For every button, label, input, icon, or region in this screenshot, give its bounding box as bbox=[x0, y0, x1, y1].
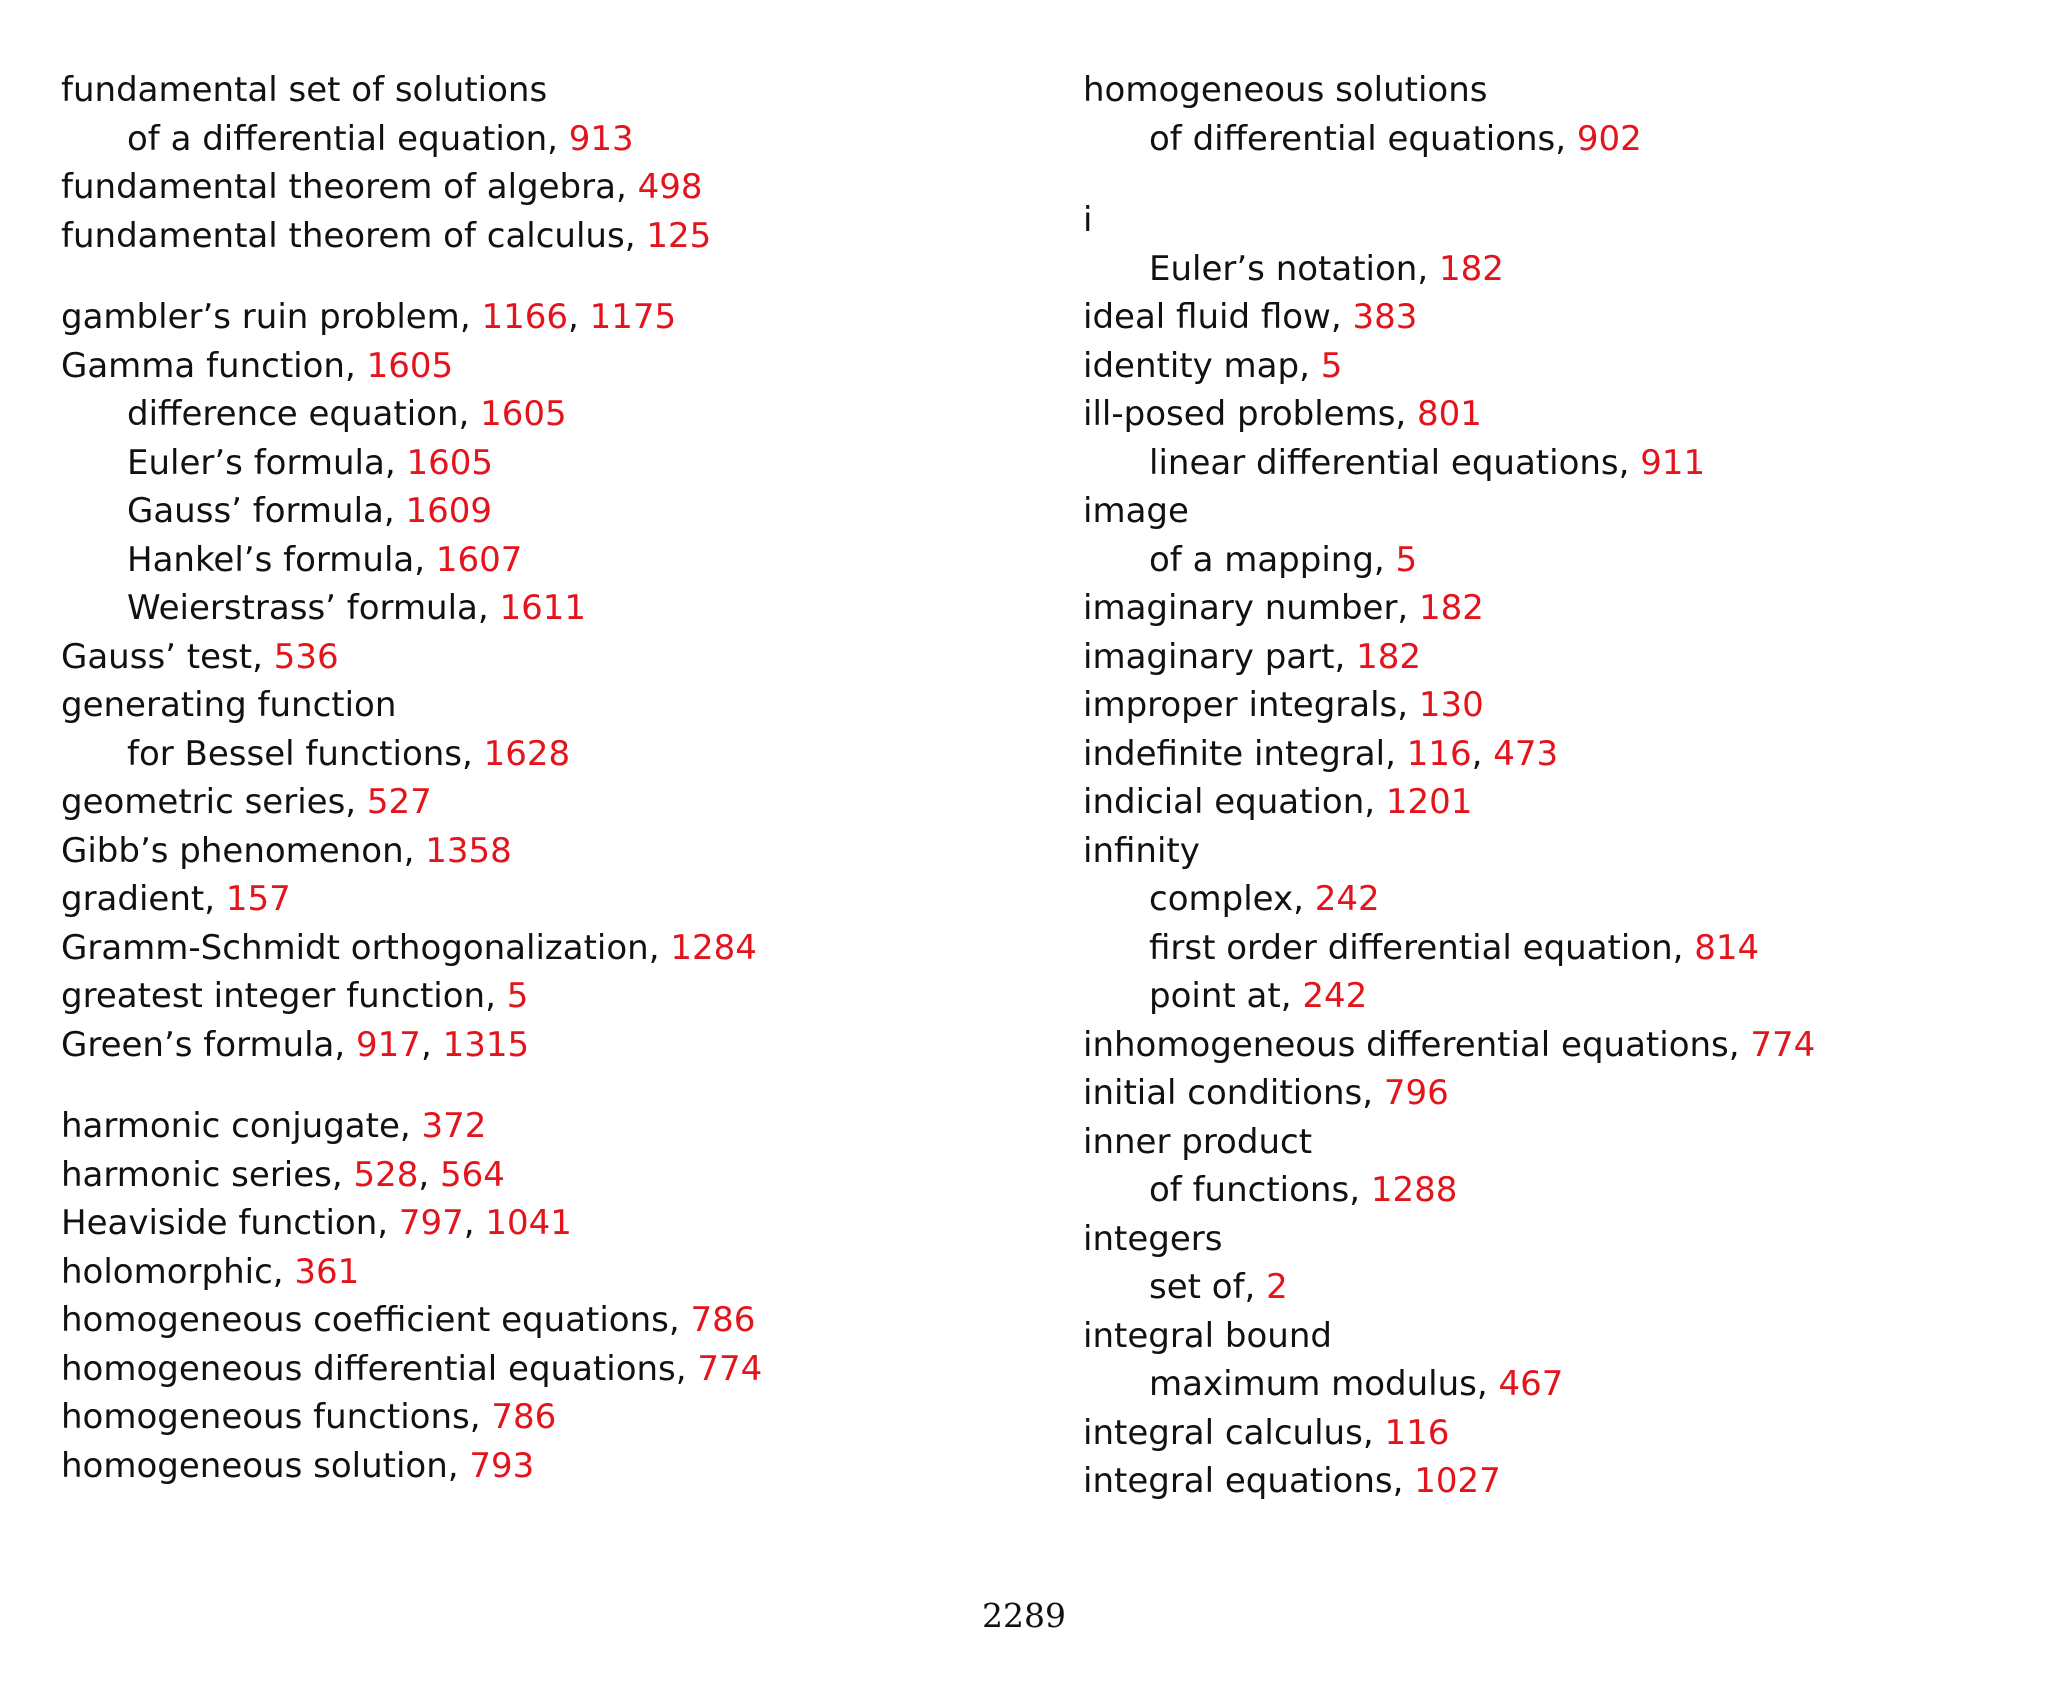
index-term: infinity bbox=[1083, 830, 1200, 871]
index-subentry: Hankel’s formula, 1607 bbox=[127, 539, 523, 580]
index-entry bbox=[1083, 196, 2023, 245]
page-reference-link[interactable]: 774 bbox=[697, 1348, 763, 1389]
index-entry: indicial equation, 1201 bbox=[1083, 782, 1473, 822]
page-reference-link[interactable]: 1175 bbox=[589, 297, 677, 337]
page-reference-link[interactable]: 1609 bbox=[405, 491, 493, 531]
index-entry: identity map, 5 bbox=[1083, 345, 1343, 386]
index-column-left bbox=[61, 66, 1021, 1490]
index-entry: ideal fluid flow, 383 bbox=[1083, 297, 1418, 337]
page-reference-link[interactable]: 1605 bbox=[406, 442, 493, 483]
index-subentry: first order differential equation, 814 bbox=[1149, 927, 1760, 968]
index-term: fundamental theorem of calculus bbox=[61, 215, 625, 256]
page-reference-link[interactable]: 5 bbox=[1320, 345, 1343, 386]
index-term: ideal fluid flow bbox=[1083, 297, 1331, 337]
index-entry: gambler’s ruin problem, 1166, 1175 bbox=[61, 297, 677, 337]
index-term: geometric series bbox=[61, 782, 346, 822]
page-reference-link[interactable]: 182 bbox=[1438, 248, 1504, 289]
index-term: indefinite integral bbox=[1083, 733, 1386, 774]
index-term: Gamma function bbox=[61, 345, 345, 386]
page-reference-link[interactable]: 1605 bbox=[366, 345, 454, 386]
page-reference-link[interactable]: 564 bbox=[440, 1154, 505, 1195]
index-subentry: for Bessel functions, 1628 bbox=[127, 733, 571, 774]
index-entry bbox=[1083, 827, 2023, 876]
index-entry bbox=[1083, 66, 2023, 115]
index-subentry: Gauss’ formula, 1609 bbox=[127, 491, 493, 531]
index-entry: Gamma function, 1605 bbox=[61, 345, 454, 386]
page-reference-link[interactable]: 528 bbox=[353, 1154, 419, 1195]
index-subentry: of functions, 1288 bbox=[1149, 1170, 1458, 1210]
page-reference-link[interactable]: 913 bbox=[568, 118, 634, 159]
index-term: maximum modulus bbox=[1149, 1364, 1477, 1404]
index-subentry: complex, 242 bbox=[1149, 879, 1380, 919]
page-reference-link[interactable]: 1358 bbox=[425, 830, 512, 871]
page-reference-link[interactable]: 182 bbox=[1419, 588, 1484, 628]
index-entry: fundamental theorem of algebra, 498 bbox=[61, 167, 703, 207]
index-entry: holomorphic, 361 bbox=[61, 1251, 360, 1292]
index-term: homogeneous functions bbox=[61, 1397, 470, 1437]
page-reference-link[interactable]: 5 bbox=[506, 976, 529, 1016]
page-reference-link[interactable]: 498 bbox=[637, 167, 703, 207]
index-term: inner product bbox=[1083, 1121, 1313, 1162]
index-entry bbox=[1083, 1118, 2023, 1167]
page-reference-link[interactable]: 125 bbox=[646, 215, 712, 256]
index-term: Green’s formula bbox=[61, 1024, 335, 1065]
index-term: Gibb’s phenomenon bbox=[61, 830, 404, 871]
page-reference-link[interactable]: 1605 bbox=[480, 394, 567, 434]
index-term: harmonic series bbox=[61, 1154, 332, 1195]
page-reference-link[interactable]: 1166 bbox=[481, 297, 568, 337]
index-subentry: Euler’s formula, 1605 bbox=[127, 442, 493, 483]
index-term: Heaviside function bbox=[61, 1203, 378, 1243]
index-entry bbox=[61, 66, 1021, 115]
page-reference-link[interactable]: 1201 bbox=[1385, 782, 1473, 822]
index-entry: gradient, 157 bbox=[61, 879, 291, 919]
page-reference-link[interactable]: 182 bbox=[1356, 636, 1421, 677]
index-entry: integral equations, 1027 bbox=[1083, 1461, 1501, 1501]
index-subentry: of a mapping, 5 bbox=[1149, 539, 1418, 580]
index-term: first order differential equation bbox=[1149, 927, 1673, 968]
index-entry: initial conditions, 796 bbox=[1083, 1073, 1449, 1113]
page-reference-link[interactable]: 536 bbox=[273, 636, 339, 677]
page-reference-link[interactable]: 796 bbox=[1383, 1073, 1449, 1113]
index-term: Hankel’s formula bbox=[127, 539, 415, 580]
page-reference-link[interactable]: 786 bbox=[491, 1397, 557, 1437]
index-term: difference equation bbox=[127, 394, 459, 434]
index-term: homogeneous solutions bbox=[1083, 70, 1488, 110]
page-reference-link[interactable]: 361 bbox=[294, 1251, 360, 1292]
index-subentry: set of, 2 bbox=[1149, 1267, 1288, 1307]
index-term: ill-posed problems bbox=[1083, 394, 1396, 434]
index-entry: homogeneous differential equations, 774 bbox=[61, 1348, 763, 1389]
index-term: gambler’s ruin problem bbox=[61, 297, 460, 337]
page-reference-link[interactable]: 473 bbox=[1493, 733, 1559, 774]
index-entry bbox=[1083, 487, 2023, 536]
index-term: inhomogeneous differential equations bbox=[1083, 1024, 1729, 1065]
page-reference-link[interactable]: 242 bbox=[1302, 976, 1368, 1016]
index-term: initial conditions bbox=[1083, 1073, 1363, 1113]
index-term: of differential equations bbox=[1149, 118, 1556, 159]
page-reference-link[interactable]: 1288 bbox=[1370, 1170, 1458, 1210]
page-number: 2289 bbox=[982, 1596, 1066, 1635]
index-term: indicial equation bbox=[1083, 782, 1365, 822]
page-reference-link[interactable]: 527 bbox=[366, 782, 432, 822]
page-reference-link[interactable]: 917 bbox=[356, 1024, 421, 1065]
page-reference-link[interactable]: 1611 bbox=[499, 588, 587, 628]
index-term: of a differential equation bbox=[127, 118, 548, 159]
page-reference-link[interactable]: 372 bbox=[421, 1106, 487, 1146]
index-entry: Heaviside function, 797, 1041 bbox=[61, 1203, 572, 1243]
index-subentry: difference equation, 1605 bbox=[127, 394, 567, 434]
index-subentry: of a differential equation, 913 bbox=[127, 118, 634, 159]
index-entry: geometric series, 527 bbox=[61, 782, 432, 822]
page-reference-link[interactable]: 793 bbox=[469, 1445, 535, 1486]
index-entry: imaginary part, 182 bbox=[1083, 636, 1421, 677]
page-reference-link[interactable]: 786 bbox=[690, 1300, 756, 1340]
page-reference-link[interactable]: 774 bbox=[1750, 1024, 1816, 1065]
index-subentry: linear differential equations, 911 bbox=[1149, 442, 1706, 483]
index-term: fundamental theorem of algebra bbox=[61, 167, 616, 207]
index-column-right bbox=[1083, 66, 2023, 1506]
index-entry: ill-posed problems, 801 bbox=[1083, 394, 1482, 434]
index-entry: Gauss’ test, 536 bbox=[61, 636, 339, 677]
page-reference-link[interactable]: 1607 bbox=[435, 539, 523, 580]
page-reference-link[interactable]: 116 bbox=[1406, 733, 1472, 774]
index-entry: integral calculus, 116 bbox=[1083, 1412, 1450, 1453]
index-entry: fundamental theorem of calculus, 125 bbox=[61, 215, 712, 256]
index-term: integers bbox=[1083, 1218, 1223, 1259]
index-entry: Gibb’s phenomenon, 1358 bbox=[61, 830, 512, 871]
index-term: Gramm-Schmidt orthogonalization bbox=[61, 927, 649, 968]
index-entry: Gramm-Schmidt orthogonalization, 1284 bbox=[61, 927, 757, 968]
index-term: complex bbox=[1149, 879, 1294, 919]
index-subentry: of differential equations, 902 bbox=[1149, 118, 1642, 159]
index-term: of a mapping bbox=[1149, 539, 1374, 580]
index-term: i bbox=[1083, 200, 1093, 240]
index-term: gradient bbox=[61, 879, 205, 919]
index-entry bbox=[61, 681, 1021, 730]
index-term: generating function bbox=[61, 685, 397, 725]
index-term: imaginary part bbox=[1083, 636, 1335, 677]
index-term: Weierstrass’ formula bbox=[127, 588, 478, 628]
page-reference-link[interactable]: 157 bbox=[225, 879, 291, 919]
index-entry: harmonic series, 528, 564 bbox=[61, 1154, 505, 1195]
index-term: imaginary number bbox=[1083, 588, 1398, 628]
page-reference-link[interactable]: 797 bbox=[398, 1203, 464, 1243]
index-term: homogeneous differential equations bbox=[61, 1348, 676, 1389]
index-entry: imaginary number, 182 bbox=[1083, 588, 1484, 628]
index-term: set of bbox=[1149, 1267, 1245, 1307]
index-entry: harmonic conjugate, 372 bbox=[61, 1106, 487, 1146]
page-reference-link[interactable]: 1628 bbox=[483, 733, 571, 774]
page-reference-link[interactable]: 467 bbox=[1498, 1364, 1564, 1404]
index-term: homogeneous coefficient equations bbox=[61, 1300, 669, 1340]
index-term: greatest integer function bbox=[61, 976, 486, 1016]
index-term: fundamental set of solutions bbox=[61, 70, 548, 110]
page-reference-link[interactable]: 5 bbox=[1395, 539, 1418, 580]
page-reference-link[interactable]: 383 bbox=[1352, 297, 1418, 337]
page-reference-link[interactable]: 1041 bbox=[485, 1203, 572, 1243]
index-entry bbox=[1083, 1215, 2023, 1264]
index-term: harmonic conjugate bbox=[61, 1106, 400, 1146]
index-term: integral bound bbox=[1083, 1315, 1332, 1356]
index-term: point at bbox=[1149, 976, 1281, 1016]
page-reference-link[interactable]: 1315 bbox=[442, 1024, 530, 1065]
page-reference-link[interactable]: 242 bbox=[1314, 879, 1380, 919]
index-term: integral equations bbox=[1083, 1461, 1393, 1501]
index-term: linear differential equations bbox=[1149, 442, 1619, 483]
index-entry: inhomogeneous differential equations, 774 bbox=[1083, 1024, 1816, 1065]
index-subentry: point at, 242 bbox=[1149, 976, 1368, 1016]
index-term: of functions bbox=[1149, 1170, 1350, 1210]
page-reference-link[interactable]: 902 bbox=[1576, 118, 1642, 159]
index-term: Euler’s formula bbox=[127, 442, 385, 483]
page-reference-link[interactable]: 801 bbox=[1417, 394, 1482, 434]
index-term: for Bessel functions bbox=[127, 733, 463, 774]
page-reference-link[interactable]: 130 bbox=[1418, 685, 1484, 725]
index-term: Gauss’ formula bbox=[127, 491, 384, 531]
index-entry: homogeneous functions, 786 bbox=[61, 1397, 557, 1437]
index-term: Euler’s notation bbox=[1149, 248, 1418, 289]
index-term: Gauss’ test bbox=[61, 636, 253, 677]
index-term: holomorphic bbox=[61, 1251, 273, 1292]
index-term: homogeneous solution bbox=[61, 1445, 448, 1486]
page-reference-link[interactable]: 2 bbox=[1266, 1267, 1288, 1307]
index-entry: homogeneous coefficient equations, 786 bbox=[61, 1300, 756, 1340]
index-entry: homogeneous solution, 793 bbox=[61, 1445, 535, 1486]
index-term: integral calculus bbox=[1083, 1412, 1363, 1453]
page-reference-link[interactable]: 911 bbox=[1640, 442, 1706, 483]
index-term: identity map bbox=[1083, 345, 1300, 386]
index-entry bbox=[1083, 1312, 2023, 1361]
index-entry: indefinite integral, 116, 473 bbox=[1083, 733, 1559, 774]
page-reference-link[interactable]: 116 bbox=[1384, 1412, 1450, 1453]
page-reference-link[interactable]: 814 bbox=[1694, 927, 1760, 968]
page-reference-link[interactable]: 1027 bbox=[1414, 1461, 1501, 1501]
index-entry: improper integrals, 130 bbox=[1083, 685, 1484, 725]
index-term: image bbox=[1083, 491, 1189, 531]
index-entry: greatest integer function, 5 bbox=[61, 976, 529, 1016]
index-entry: Green’s formula, 917, 1315 bbox=[61, 1024, 530, 1065]
index-subentry: Euler’s notation, 182 bbox=[1149, 248, 1504, 289]
index-term: improper integrals bbox=[1083, 685, 1398, 725]
page-reference-link[interactable]: 1284 bbox=[670, 927, 757, 968]
index-subentry: maximum modulus, 467 bbox=[1149, 1364, 1564, 1404]
index-subentry: Weierstrass’ formula, 1611 bbox=[127, 588, 587, 628]
